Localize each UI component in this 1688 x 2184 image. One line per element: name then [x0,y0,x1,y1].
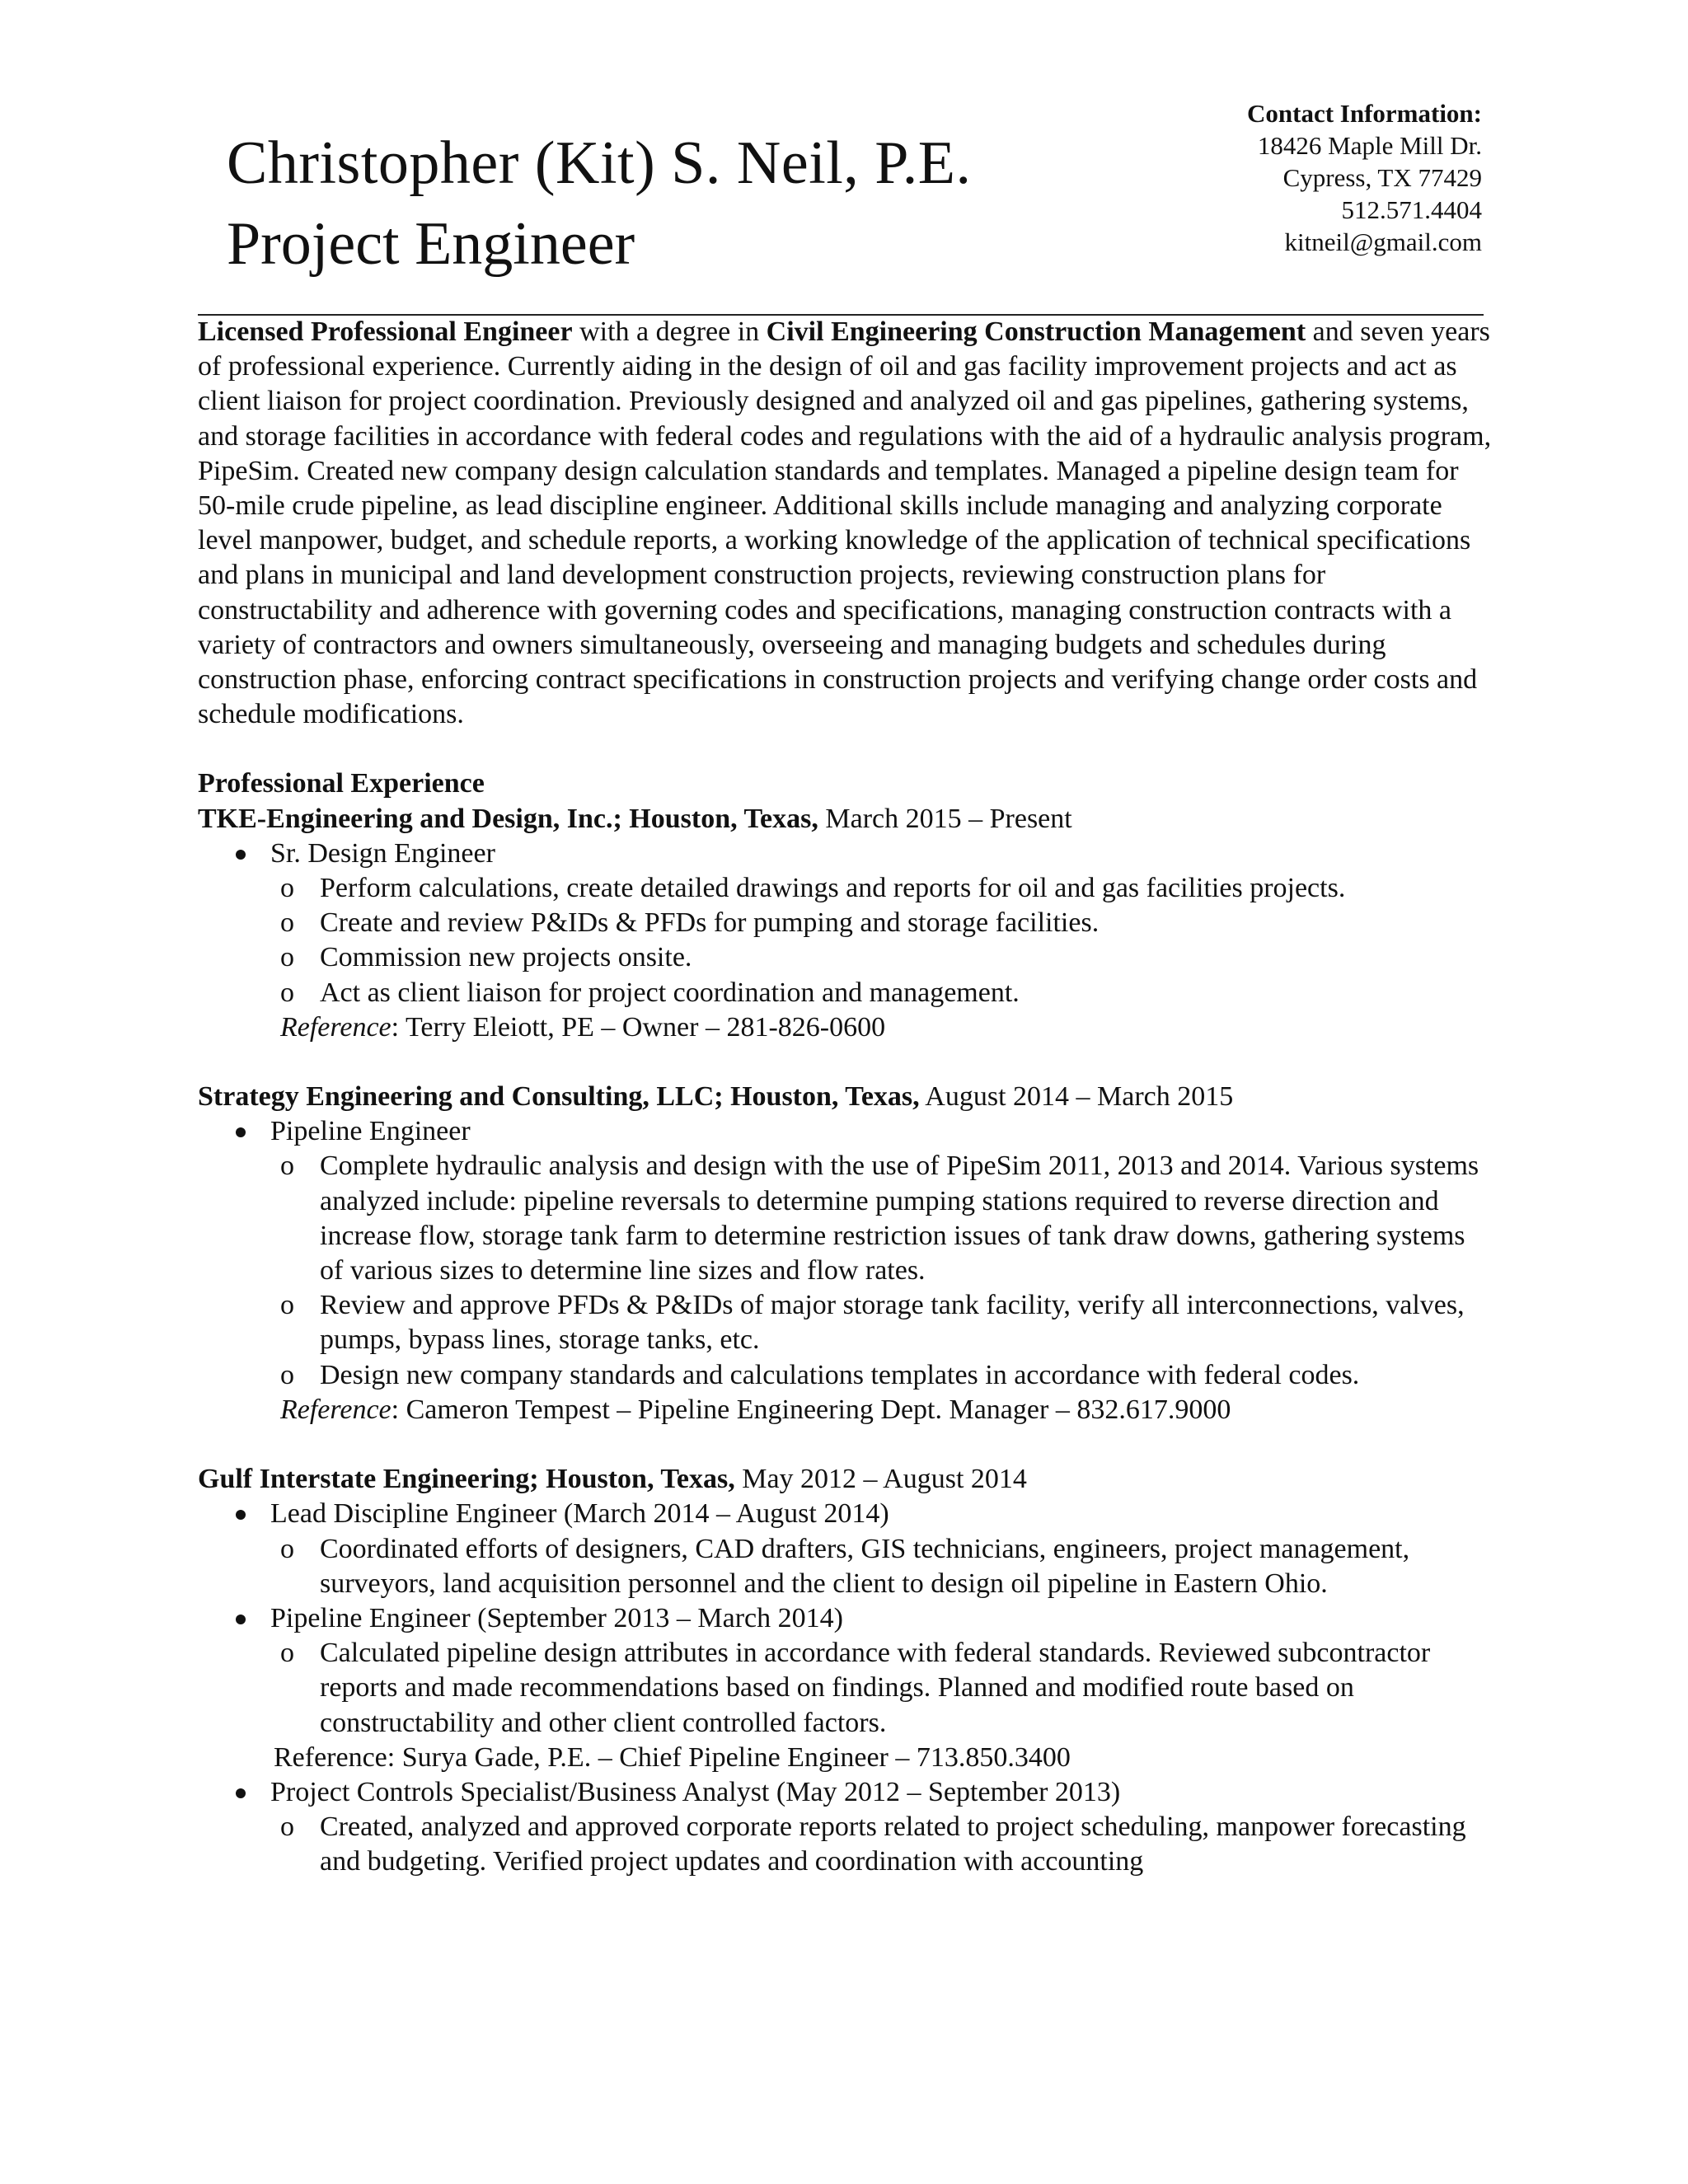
job-task: o Create and review P&IDs & PFDs for pumping and storage facilities. [198,906,1492,940]
job-header [198,1080,1492,1114]
resume-body [198,315,1492,1880]
job-role: Sr. Design Engineer [198,837,1492,871]
summary-bold-degree: Civil Engineering Construction Management [766,316,1306,347]
contact-phone: 512.571.4404 [1341,195,1482,224]
job-task: o Review and approve PFDs & P&IDs of major storage tank facility, verify all interconnections, valves, pumps, bypass lines, storage tanks, etc. [198,1288,1492,1357]
job-task: o Design new company standards and calculations templates in accordance with federal codes. [198,1358,1492,1393]
contact-email: kitneil@gmail.com [1284,227,1482,256]
job-company: TKE-Engineering and Design, Inc.; Houston, Texas, [198,803,818,834]
job-dates: March 2015 – Present [818,803,1072,834]
job-reference [198,1393,1492,1427]
reference-text: : Cameron Tempest – Pipeline Engineering Dept. Manager – 832.617.9000 [391,1394,1231,1425]
job-dates: May 2012 – August 2014 [734,1464,1027,1495]
job-entry [198,802,1492,1045]
job-role: Project Controls Specialist/Business Analyst (May 2012 – September 2013) [198,1775,1492,1810]
summary-bold-license: Licensed Professional Engineer [198,316,573,347]
job-task: o Act as client liaison for project coordination and management. [198,976,1492,1010]
job-company: Strategy Engineering and Consulting, LLC; Houston, Texas, [198,1081,920,1113]
contact-block [1070,97,1482,258]
reference-label: Reference [280,1394,392,1425]
job-task: o Coordinated efforts of designers, CAD drafters, GIS technicians, engineers, project management, surveyors, land acquisition personnel and the client to design oil pipeline in Eastern Ohio. [198,1532,1492,1601]
candidate-title: Project Engineer [227,210,635,278]
experience-heading: Professional Experience [198,768,485,799]
job-role: Lead Discipline Engineer (March 2014 – August 2014) [198,1497,1492,1531]
contact-address-line2: Cypress, TX 77429 [1282,163,1482,192]
job-header [198,802,1492,837]
job-task: o Calculated pipeline design attributes in accordance with federal standards. Reviewed subcontractor reports and made recommendations based on findings. Planned and modified route based on constructability and other client controlled factors. [198,1636,1492,1741]
job-entry [198,1462,1492,1879]
summary-text-1: with a degree in [572,316,767,347]
job-reference: Reference: Surya Gade, P.E. – Chief Pipeline Engineer – 713.850.3400 [274,1741,1071,1773]
summary-text-2: and seven years of professional experience. Currently aiding in the design of oil and gas facility improvement projects and act as client liaison for project coordination. Previously designed and analyzed oil and gas pipelines, gathering systems, and storage facilities in accordance with federal codes and regulations with the aid of a hydraulic analysis program, PipeSim. Created new company design calculation standards and templates. Managed a pipeline design team for 50-mile crude pipeline, as lead discipline engineer. Additional skills include managing and analyzing corporate level manpower, budget, and schedule reports, a working knowledge of the application of technical specifications and plans in municipal and land development construction projects, reviewing construction plans for constructability and adherence with governing codes and specifications, managing construction contracts with a variety of contractors and owners simultaneously, overseeing and managing budgets and schedules during construction phase, enforcing contract specifications in construction projects and verifying change order costs and schedule modifications. [198,316,1492,730]
job-task: o Complete hydraulic analysis and design with the use of PipeSim 2011, 2013 and 2014. Various systems analyzed include: pipeline reversals to determine pumping stations required to reverse direction and increase flow, storage tank farm to determine restriction issues of tank draw downs, gathering systems of various sizes to determine line sizes and flow rates. [198,1149,1492,1288]
job-task: o Commission new projects onsite. [198,940,1492,975]
contact-heading: Contact Information: [1247,99,1482,128]
job-company: Gulf Interstate Engineering; Houston, Texas, [198,1464,735,1495]
summary-paragraph [198,315,1492,732]
job-task: o Perform calculations, create detailed drawings and reports for oil and gas facilities projects. [198,871,1492,906]
job-role: Pipeline Engineer (September 2013 – March 2014) [198,1601,1492,1636]
job-task: o Created, analyzed and approved corporate reports related to project scheduling, manpower forecasting and budgeting. Verified project updates and coordination with accounting [198,1810,1492,1879]
job-header [198,1462,1492,1497]
job-dates: August 2014 – March 2015 [919,1081,1234,1113]
candidate-name: Christopher (Kit) S. Neil, P.E. [227,129,972,197]
contact-address-line1: 18426 Maple Mill Dr. [1257,131,1482,160]
job-role: Pipeline Engineer [198,1114,1492,1149]
job-entry [198,1080,1492,1427]
reference-text: : Terry Eleiott, PE – Owner – 281-826-0600 [391,1011,886,1043]
job-reference [198,1010,1492,1045]
reference-label: Reference [280,1011,392,1043]
